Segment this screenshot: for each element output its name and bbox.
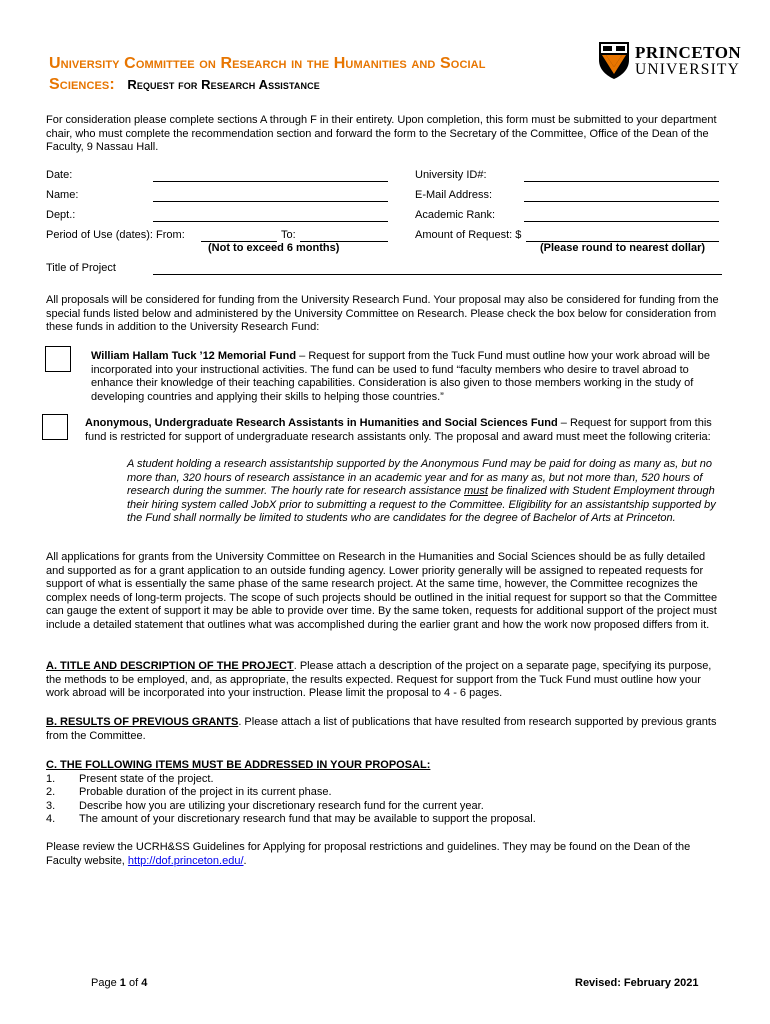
page-number bbox=[91, 977, 147, 991]
anonymous-fund-checkbox[interactable] bbox=[42, 414, 68, 440]
date-field[interactable] bbox=[153, 181, 388, 182]
list-item-number: 1. bbox=[46, 772, 56, 785]
dept-label: Dept.: bbox=[46, 209, 76, 221]
all-applications-paragraph: All applications for grants from the University Committee on Research in the Humanities and Social Sciences should be as fully detailed and supported as for a grant application to an outside funding agency. Lower priority generally will be assigned to repeated requests for support of what is essentially the same phase of the same research project. At the same time, however, the Committee recognizes the complex needs of long-term projects. The scope of such projects should be outlined in the initial request for support so that the Committee can gauge the extent of support it may be able to provide over time. By the same token, requests for additional support of the project must include a detailed statement that outlines what was accomplished during the earlier grant and how the work now proposed differs from it. bbox=[46, 551, 718, 631]
section-c-heading: C. THE FOLLOWING ITEMS MUST BE ADDRESSED IN YOUR PROPOSAL: bbox=[46, 759, 431, 771]
title-line-1: University Committee on Research in the Humanities and Social bbox=[49, 55, 486, 72]
review-text: Please review the UCRH&SS Guidelines for Applying for proposal restrictions and guidelines. They may be found on the Dean of the Faculty website, bbox=[46, 841, 691, 867]
list-item bbox=[46, 773, 726, 787]
section-b bbox=[46, 716, 726, 743]
section-b-text: . Please attach a list of publications that have resulted from research supported by previous grants from the Committee. bbox=[46, 716, 717, 742]
princeton-shield-icon bbox=[597, 40, 631, 80]
anonymous-fund-criteria bbox=[127, 458, 723, 526]
university-id-field[interactable] bbox=[524, 181, 719, 182]
revised-date: Revised: February 2021 bbox=[575, 977, 699, 989]
period-note: (Not to exceed 6 months) bbox=[208, 242, 340, 254]
dof-website-link[interactable]: http://dof.princeton.edu/ bbox=[127, 854, 244, 867]
email-label: E-Mail Address: bbox=[415, 189, 493, 201]
criteria-text-a: A student holding a research assistantship supported by the Anonymous Fund may be paid for doing as many as, but no more than, 320 hours of research assistance in an academic year and for as many as, but not more than, 520 hours of research during the summer. The hourly rate for research assistance bbox=[127, 458, 712, 498]
anonymous-fund-description bbox=[85, 417, 723, 444]
page-total: 4 bbox=[141, 977, 148, 989]
page-word: Page bbox=[91, 977, 117, 989]
criteria-must: must bbox=[464, 485, 488, 498]
section-c bbox=[46, 759, 726, 827]
dept-field[interactable] bbox=[153, 221, 388, 222]
anonymous-fund-text: – Request for support from this fund is restricted for support of undergraduate research assistants only. The proposal and award must meet the following criteria: bbox=[85, 417, 712, 443]
tuck-fund-text: – Request for support from the Tuck Fund must outline how your work abroad will be incorporated into your instructional activities. The fund can be used to fund “faculty members who desire to travel abroad to enhance their knowledge of their teaching capabilities. Consideration is also given to those members working in the study of developing countries and applying their skills to helping those countries.” bbox=[91, 350, 711, 403]
title-subtitle: Request for Research Assistance bbox=[127, 77, 320, 92]
section-b-heading: B. RESULTS OF PREVIOUS GRANTS bbox=[46, 716, 239, 728]
academic-rank-label: Academic Rank: bbox=[415, 209, 496, 221]
list-item-number: 2. bbox=[46, 786, 56, 799]
title-of-project-label: Title of Project bbox=[46, 262, 116, 274]
section-a bbox=[46, 660, 726, 701]
proposals-intro: All proposals will be considered for funding from the University Research Fund. Your proposal may also be considered for funding from the special funds listed below and administered by the University Committee on Research. Please check the box below for consideration from these funds in addition to the University Research Fund: bbox=[46, 294, 719, 334]
email-field[interactable] bbox=[524, 201, 719, 202]
list-item-text: Describe how you are utilizing your discretionary research fund for the current year. bbox=[79, 799, 484, 812]
princeton-logo bbox=[597, 38, 742, 84]
list-item-number: 4. bbox=[46, 813, 56, 826]
page-of: of bbox=[128, 977, 139, 989]
list-item-number: 3. bbox=[46, 799, 56, 812]
amount-note: (Please round to nearest dollar) bbox=[540, 242, 706, 254]
title-of-project-field[interactable] bbox=[153, 274, 722, 275]
section-a-text: . Please attach a description of the project on a separate page, specifying its purpose, the methods to be employed, and, as appropriate, the results expected. Request for support from the Tuck Fund must outline how your work abroad will be incorporated into your instruction. Please limit the proposal to 4 - 6 pages. bbox=[46, 660, 712, 700]
tuck-fund-checkbox[interactable] bbox=[45, 346, 71, 372]
criteria-text-b: be finalized with Student Employment through their hiring system called JobX prior to submitting a request to the Committee. Eligibility for an assistantship supported by the Fund shall normally be limited to students who are candidates for the degree of Bachelor of Arts at Princeton. bbox=[127, 485, 716, 525]
list-item bbox=[46, 786, 726, 800]
tuck-fund-description bbox=[91, 350, 723, 404]
page-current: 1 bbox=[119, 977, 126, 989]
review-paragraph bbox=[46, 841, 726, 868]
title-sciences: Sciences: bbox=[49, 76, 115, 93]
form-title bbox=[49, 53, 589, 95]
list-item-text: The amount of your discretionary research fund that may be available to support the proposal. bbox=[79, 813, 536, 826]
section-a-heading: A. TITLE AND DESCRIPTION OF THE PROJECT bbox=[46, 660, 294, 672]
anonymous-fund-name: Anonymous, Undergraduate Research Assistants in Humanities and Social Sciences Fund bbox=[85, 417, 558, 429]
period-to-label: To: bbox=[281, 229, 296, 241]
list-item bbox=[46, 800, 726, 814]
name-field[interactable] bbox=[153, 201, 388, 202]
list-item bbox=[46, 813, 726, 827]
section-c-list bbox=[46, 773, 726, 827]
review-end: . bbox=[243, 854, 247, 867]
academic-rank-field[interactable] bbox=[524, 221, 719, 222]
university-id-label: University ID#: bbox=[415, 169, 487, 181]
list-item-text: Probable duration of the project in its current phase. bbox=[79, 786, 332, 799]
tuck-fund-name: William Hallam Tuck ’12 Memorial Fund bbox=[91, 350, 297, 362]
intro-paragraph: For consideration please complete sections A through F in their entirety. Upon completion, this form must be submitted to your department chair, who must complete the recommendation section and forward the form to the Secretary of the Committee, Office of the Dean of the Faculty, 9 Nassau Hall. bbox=[46, 114, 717, 154]
list-item-text: Present state of the project. bbox=[79, 772, 214, 785]
name-label: Name: bbox=[46, 189, 79, 201]
logo-word-university: UNIVERSITY bbox=[635, 61, 740, 78]
date-label: Date: bbox=[46, 169, 73, 181]
logo-word-princeton: PRINCETON bbox=[635, 43, 742, 62]
title-line-2 bbox=[49, 74, 589, 95]
period-from-label: Period of Use (dates): From: bbox=[46, 229, 185, 241]
amount-label: Amount of Request: $ bbox=[415, 229, 522, 241]
